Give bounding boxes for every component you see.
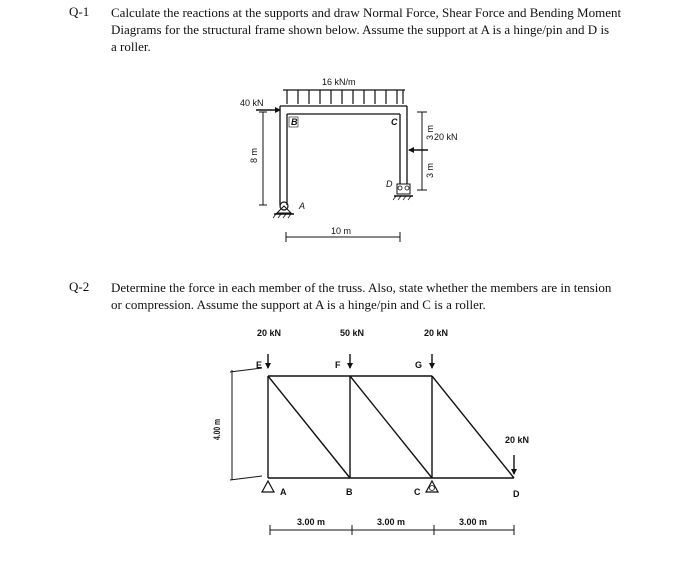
roller-support-d: [393, 184, 413, 200]
q2-truss-figure: [212, 328, 529, 535]
node-f-label: F: [335, 360, 341, 370]
pin-support-a: [273, 202, 294, 218]
frame-members: [280, 106, 407, 205]
node-a-label: A: [280, 487, 287, 497]
height-lower-label: 3 m: [425, 162, 435, 178]
q1-text-line2: Diagrams for the structural frame shown below. Assume the support at A is a hinge/pin and D is: [111, 22, 610, 37]
node-b-label: B: [346, 487, 353, 497]
q2-number: Q-2: [69, 279, 90, 294]
dist-load-label: 16 kN/m: [322, 77, 356, 87]
point-load-right-label: 20 kN: [434, 132, 458, 142]
node-c-label: C: [414, 487, 421, 497]
span2-label: 3.00 m: [377, 517, 406, 527]
height-upper-label: 3 m: [425, 124, 435, 140]
top-load-arrows: [268, 354, 432, 368]
distributed-load-arrows: [283, 90, 405, 104]
point-load-left-label: 40 kN: [240, 98, 264, 108]
height-left-label: 8 m: [249, 147, 259, 163]
node-a-label: A: [299, 201, 306, 211]
load-g-label: 20 kN: [424, 328, 449, 338]
node-d-label: D: [386, 179, 393, 189]
truss-height-label: 4.00 m: [212, 419, 223, 440]
truss-members: [268, 376, 514, 478]
span3-label: 3.00 m: [459, 517, 488, 527]
q1-frame-figure: [240, 77, 458, 242]
q2-text-line2: or compression. Assume the support at A is a hinge/pin and C is a roller.: [111, 297, 486, 312]
span1-label: 3.00 m: [297, 517, 326, 527]
load-f-label: 50 kN: [340, 328, 365, 338]
q2-text-line1: Determine the force in each member of the truss. Also, state whether the members are in tension: [111, 280, 612, 295]
q1-number: Q-1: [69, 4, 90, 19]
dim-truss-height: [230, 368, 262, 480]
dim-left-height: [259, 112, 267, 205]
node-d-label: D: [513, 489, 520, 499]
pin-support-a: [262, 481, 274, 492]
load-e-label: 20 kN: [257, 328, 282, 338]
node-b-label: B: [291, 117, 298, 127]
roller-support-c-wheel: [430, 486, 435, 491]
node-c-label: C: [391, 117, 398, 127]
q1-text-line1: Calculate the reactions at the supports and draw Normal Force, Shear Force and Bending Moment: [111, 5, 622, 20]
node-g-label: G: [415, 360, 423, 370]
load-d-label: 20 kN: [505, 435, 530, 445]
q1-text-line3: a roller.: [111, 39, 151, 54]
span-label: 10 m: [331, 226, 352, 236]
node-e-label: E: [256, 360, 263, 370]
